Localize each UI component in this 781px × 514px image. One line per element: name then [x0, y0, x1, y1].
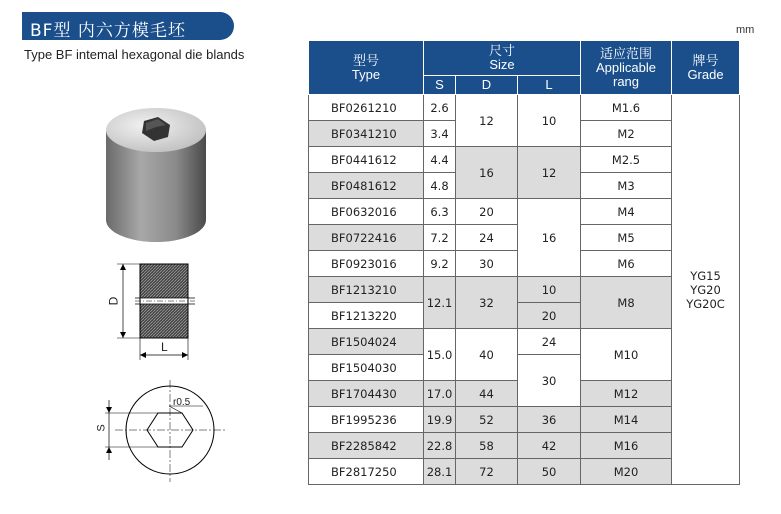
type-cell: BF1213210 — [309, 277, 424, 303]
applicable-cell: M20 — [581, 459, 672, 485]
dim-s-label: S — [95, 424, 108, 432]
l-cell: 36 — [518, 407, 581, 433]
applicable-cell: M2 — [581, 121, 672, 147]
front-view-diagram — [95, 378, 235, 488]
applicable-cell: M14 — [581, 407, 672, 433]
s-cell: 3.4 — [424, 121, 456, 147]
s-cell: 2.6 — [424, 95, 456, 121]
type-cell: BF1704430 — [309, 381, 424, 407]
grade-cell: YG15 YG20 YG20C — [672, 95, 740, 485]
applicable-cell: M2.5 — [581, 147, 672, 173]
type-cell: BF1213220 — [309, 303, 424, 329]
radius-label: r0.5 — [173, 397, 191, 408]
s-cell: 4.8 — [424, 173, 456, 199]
d-cell: 30 — [456, 251, 518, 277]
s-cell: 6.3 — [424, 199, 456, 225]
type-cell: BF0632016 — [309, 199, 424, 225]
l-cell: 16 — [518, 199, 581, 277]
d-cell: 32 — [456, 277, 518, 329]
type-cell: BF0261210 — [309, 95, 424, 121]
l-cell: 20 — [518, 303, 581, 329]
l-cell: 30 — [518, 355, 581, 407]
col-header-size: 尺寸 Size — [424, 41, 581, 76]
col-header-grade: 牌号 Grade — [672, 41, 740, 95]
s-cell: 4.4 — [424, 147, 456, 173]
applicable-cell: M16 — [581, 433, 672, 459]
applicable-cell: M4 — [581, 199, 672, 225]
type-cell: BF0441612 — [309, 147, 424, 173]
d-cell: 72 — [456, 459, 518, 485]
applicable-cell: M10 — [581, 329, 672, 381]
dim-d-label: D — [106, 296, 121, 306]
s-cell: 28.1 — [424, 459, 456, 485]
page-subtitle: Type BF intemal hexagonal die blands — [24, 47, 245, 62]
col-header-applicable: 适应范围 Applicable rang — [581, 41, 672, 95]
applicable-cell: M5 — [581, 225, 672, 251]
d-cell: 40 — [456, 329, 518, 381]
col-header-type: 型号 Type — [309, 41, 424, 95]
d-cell: 20 — [456, 199, 518, 225]
product-image — [100, 100, 212, 250]
s-cell: 9.2 — [424, 251, 456, 277]
applicable-cell: M6 — [581, 251, 672, 277]
s-cell: 19.9 — [424, 407, 456, 433]
applicable-cell: M1.6 — [581, 95, 672, 121]
l-cell: 10 — [518, 95, 581, 147]
dim-l-label: L — [161, 340, 168, 354]
l-cell: 10 — [518, 277, 581, 303]
s-cell: 7.2 — [424, 225, 456, 251]
d-cell: 44 — [456, 381, 518, 407]
d-cell: 58 — [456, 433, 518, 459]
type-cell: BF0481612 — [309, 173, 424, 199]
s-cell: 12.1 — [424, 277, 456, 329]
d-cell: 52 — [456, 407, 518, 433]
s-cell: 17.0 — [424, 381, 456, 407]
d-cell: 16 — [456, 147, 518, 199]
l-cell: 12 — [518, 147, 581, 199]
applicable-cell: M8 — [581, 277, 672, 329]
col-header-s: S — [424, 76, 456, 95]
col-header-l: L — [518, 76, 581, 95]
table-row — [309, 95, 740, 121]
col-header-d: D — [456, 76, 518, 95]
type-cell: BF0923016 — [309, 251, 424, 277]
type-cell: BF1504030 — [309, 355, 424, 381]
type-cell: BF2817250 — [309, 459, 424, 485]
d-cell: 24 — [456, 225, 518, 251]
type-cell: BF1504024 — [309, 329, 424, 355]
s-cell: 22.8 — [424, 433, 456, 459]
unit-label: mm — [736, 24, 755, 36]
type-cell: BF0722416 — [309, 225, 424, 251]
applicable-cell: M12 — [581, 381, 672, 407]
page-title: BF型 内六方模毛坯 — [30, 21, 186, 41]
title-banner — [22, 12, 234, 40]
type-cell: BF0341210 — [309, 121, 424, 147]
s-cell: 15.0 — [424, 329, 456, 381]
l-cell: 42 — [518, 433, 581, 459]
type-cell: BF1995236 — [309, 407, 424, 433]
l-cell: 24 — [518, 329, 581, 355]
table-header-row — [309, 41, 740, 76]
spec-table — [308, 40, 740, 485]
l-cell: 50 — [518, 459, 581, 485]
side-view-diagram — [105, 258, 215, 368]
applicable-cell: M3 — [581, 173, 672, 199]
d-cell: 12 — [456, 95, 518, 147]
type-cell: BF2285842 — [309, 433, 424, 459]
